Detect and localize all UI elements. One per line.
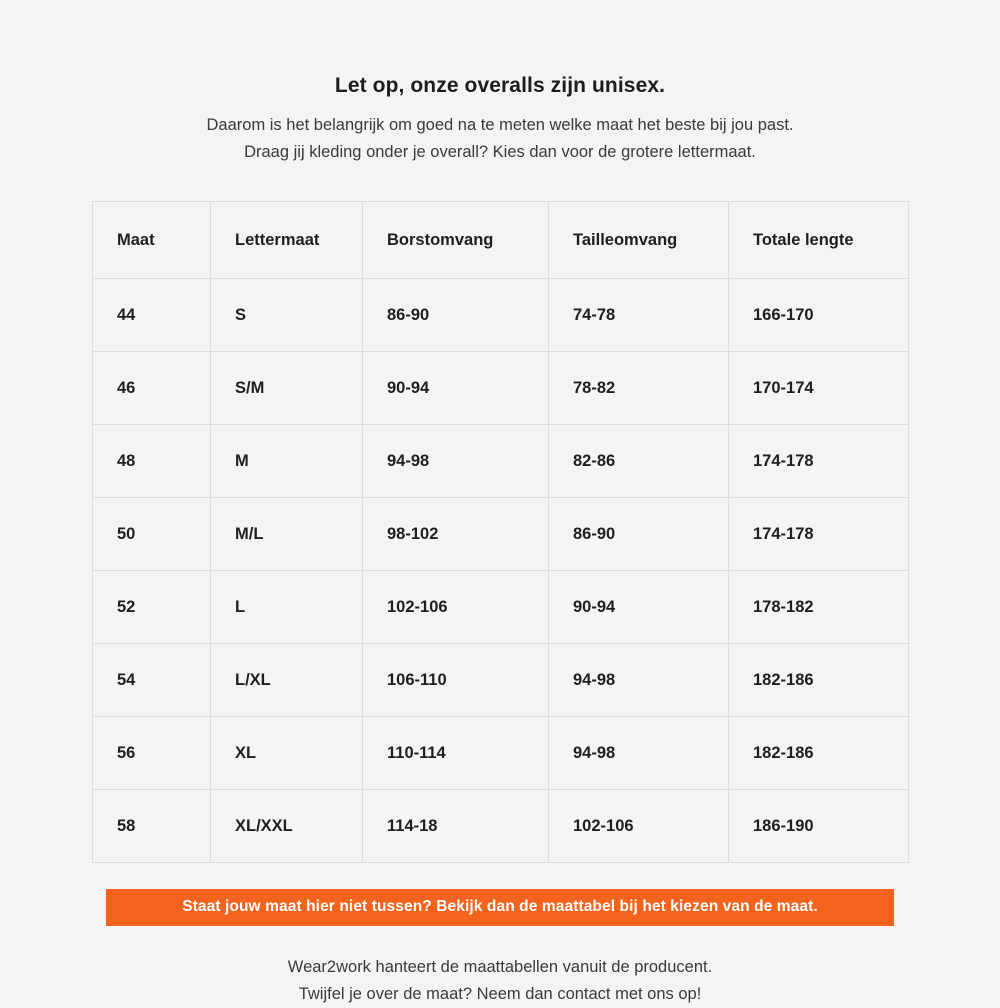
cell-borstomvang: 86-90 [363,279,549,352]
cell-tailleomvang: 82-86 [549,425,729,498]
cell-maat: 52 [93,571,211,644]
table-row [93,790,909,863]
table-row [93,279,909,352]
cell-borstomvang: 98-102 [363,498,549,571]
cell-borstomvang: 94-98 [363,425,549,498]
table-row [93,425,909,498]
size-table [92,201,909,863]
column-header-lettermaat: Lettermaat [211,202,363,279]
cell-borstomvang: 110-114 [363,717,549,790]
cell-lettermaat: XL/XXL [211,790,363,863]
cell-tailleomvang: 102-106 [549,790,729,863]
cell-maat: 58 [93,790,211,863]
cell-totale-lengte: 174-178 [729,498,909,571]
cell-totale-lengte: 186-190 [729,790,909,863]
column-header-tailleomvang: Tailleomvang [549,202,729,279]
table-header-row [93,202,909,279]
cell-tailleomvang: 90-94 [549,571,729,644]
cell-tailleomvang: 78-82 [549,352,729,425]
page-title: Let op, onze overalls zijn unisex. [334,74,666,97]
cell-lettermaat: S/M [211,352,363,425]
cell-totale-lengte: 182-186 [729,644,909,717]
header-subtitle-line-2: Draag jij kleding onder je overall? Kies dan voor de grotere lettermaat. [244,142,756,161]
table-header [93,202,909,279]
cell-borstomvang: 102-106 [363,571,549,644]
cell-totale-lengte: 182-186 [729,717,909,790]
cell-maat: 50 [93,498,211,571]
cell-maat: 48 [93,425,211,498]
footer-line-2: Twijfel je over de maat? Neem dan contact met ons op! [298,985,702,1004]
table-row [93,498,909,571]
footer-line-1: Wear2work hanteert de maattabellen vanuit de producent. [287,958,713,977]
cell-lettermaat: L [211,571,363,644]
cell-lettermaat: S [211,279,363,352]
cell-totale-lengte: 178-182 [729,571,909,644]
table-body [93,279,909,863]
size-help-banner[interactable]: Staat jouw maat hier niet tussen? Bekijk dan de maattabel bij het kiezen van de maat. [106,889,894,926]
cell-lettermaat: M/L [211,498,363,571]
table-row [93,571,909,644]
cell-tailleomvang: 86-90 [549,498,729,571]
cell-totale-lengte: 174-178 [729,425,909,498]
cell-tailleomvang: 94-98 [549,644,729,717]
size-table-container [92,201,908,863]
header [0,0,1000,165]
cell-lettermaat: XL [211,717,363,790]
cell-tailleomvang: 74-78 [549,279,729,352]
cell-borstomvang: 114-18 [363,790,549,863]
table-row [93,352,909,425]
column-header-borstomvang: Borstomvang [363,202,549,279]
column-header-maat: Maat [93,202,211,279]
cell-maat: 56 [93,717,211,790]
cell-tailleomvang: 94-98 [549,717,729,790]
cell-totale-lengte: 170-174 [729,352,909,425]
cell-borstomvang: 90-94 [363,352,549,425]
column-header-totale-lengte: Totale lengte [729,202,909,279]
header-subtitle-line-1: Daarom is het belangrijk om goed na te meten welke maat het beste bij jou past. [206,116,794,134]
cell-borstomvang: 106-110 [363,644,549,717]
cell-lettermaat: M [211,425,363,498]
cell-lettermaat: L/XL [211,644,363,717]
cell-totale-lengte: 166-170 [729,279,909,352]
table-row [93,717,909,790]
cell-maat: 54 [93,644,211,717]
table-row [93,644,909,717]
cell-maat: 44 [93,279,211,352]
cell-maat: 46 [93,352,211,425]
